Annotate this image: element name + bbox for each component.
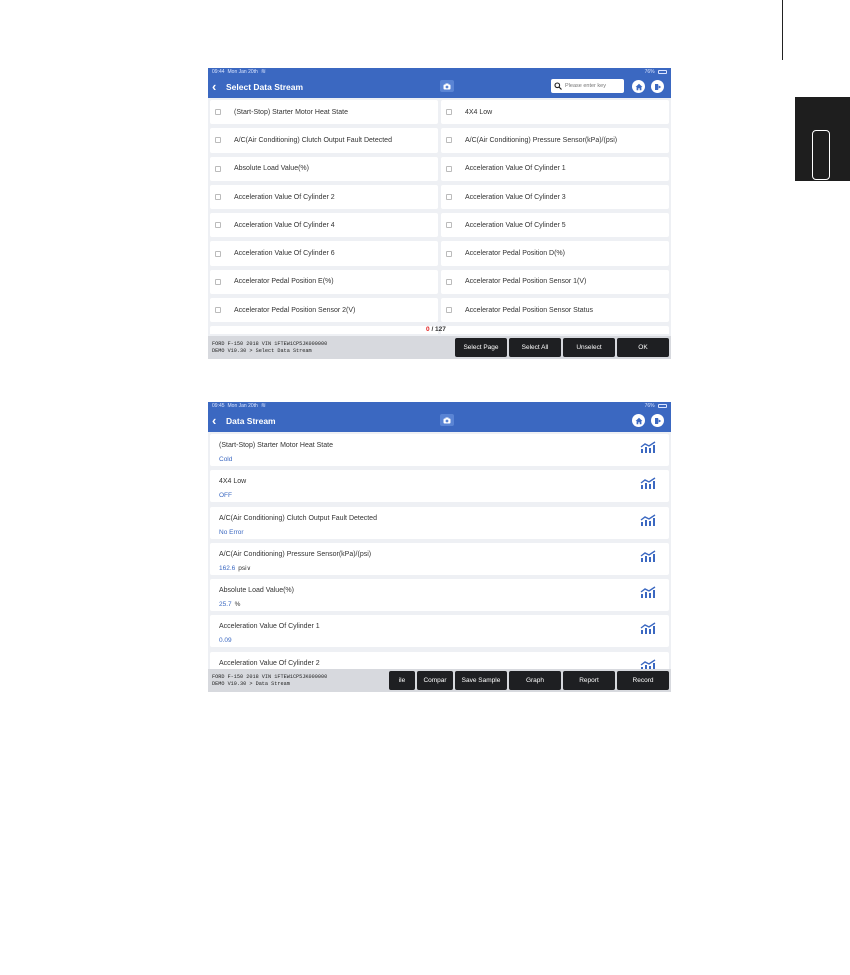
option-label: Accelerator Pedal Position Sensor 2(V) <box>234 306 356 314</box>
data-stream-option[interactable] <box>210 241 438 265</box>
graph-icon[interactable] <box>640 586 656 598</box>
bottom-bar <box>208 669 671 692</box>
graph-icon[interactable] <box>640 659 656 669</box>
row-value: 25.7 <box>219 601 232 609</box>
screenshot-button[interactable] <box>440 414 454 426</box>
checkbox[interactable] <box>446 251 452 257</box>
row-name: A/C(Air Conditioning) Clutch Output Fault Detected <box>219 514 377 522</box>
wifi-icon: ≋ <box>260 69 266 75</box>
chevron-down-icon: ∨ <box>246 565 251 572</box>
option-label: Accelerator Pedal Position D(%) <box>465 250 565 258</box>
row-name: (Start-Stop) Starter Motor Heat State <box>219 442 333 449</box>
page-title: Data Stream <box>226 416 276 426</box>
action-buttons <box>389 671 669 690</box>
option-label: Acceleration Value Of Cylinder 2 <box>234 193 335 201</box>
data-stream-row[interactable] <box>210 507 669 539</box>
checkbox[interactable] <box>215 251 221 257</box>
checkbox[interactable] <box>215 222 221 228</box>
checkbox[interactable] <box>215 194 221 200</box>
exit-button[interactable] <box>651 80 664 93</box>
checkbox[interactable] <box>446 137 452 143</box>
row-value-wrap <box>219 529 247 536</box>
data-stream-option[interactable] <box>210 298 438 322</box>
data-stream-row[interactable] <box>210 543 669 575</box>
row-value: 0.09 <box>219 637 232 645</box>
data-stream-option[interactable] <box>441 241 669 265</box>
data-stream-option[interactable] <box>441 298 669 322</box>
battery-icon <box>658 404 667 408</box>
status-bar <box>208 68 671 76</box>
data-stream-option[interactable] <box>441 100 669 124</box>
select-page-button[interactable]: Select Page <box>455 338 507 357</box>
data-stream-option[interactable] <box>441 185 669 209</box>
option-label: Accelerator Pedal Position Sensor Status <box>465 306 594 314</box>
row-name: Absolute Load Value(%) <box>219 587 294 595</box>
home-button[interactable] <box>632 414 645 427</box>
data-stream-values <box>208 432 671 669</box>
checkbox[interactable] <box>446 166 452 172</box>
graph-button[interactable]: Graph <box>509 671 561 690</box>
option-label: Accelerator Pedal Position E(%) <box>234 278 334 286</box>
vehicle-line: FORD F-150 2018 VIN 1FTEW1CP5JK000000 <box>212 673 328 680</box>
option-label: Acceleration Value Of Cylinder 4 <box>234 221 335 229</box>
chapter-tab <box>795 97 850 181</box>
bottom-bar <box>208 336 671 359</box>
compare-button[interactable]: Compar <box>417 671 453 690</box>
status-bar <box>208 402 671 410</box>
title-bar <box>208 76 671 98</box>
option-label: Acceleration Value Of Cylinder 1 <box>465 165 566 173</box>
battery-icon <box>658 70 667 74</box>
data-stream-grid <box>210 100 669 334</box>
status-date: Mon Jan 20th <box>227 403 258 409</box>
data-stream-row[interactable] <box>210 579 669 611</box>
checkbox[interactable] <box>446 222 452 228</box>
checkbox[interactable] <box>215 166 221 172</box>
ok-button[interactable]: OK <box>617 338 669 357</box>
checkbox[interactable] <box>446 109 452 115</box>
graph-icon[interactable] <box>640 550 656 562</box>
page-title: Select Data Stream <box>226 82 304 92</box>
search-input[interactable] <box>565 83 623 89</box>
row-value-wrap <box>219 492 235 499</box>
option-label: (Start-Stop) Starter Motor Heat State <box>234 108 348 116</box>
vehicle-line: FORD F-150 2018 VIN 1FTEW1CP5JK000000 <box>212 340 328 347</box>
checkbox[interactable] <box>215 137 221 143</box>
chevron-left-icon[interactable]: ‹ <box>212 413 217 428</box>
chevron-left-icon[interactable]: ‹ <box>212 79 217 94</box>
row-value: OFF <box>219 492 232 500</box>
row-unit: % <box>234 601 241 609</box>
data-stream-row[interactable] <box>210 470 669 502</box>
row-name: A/C(Air Conditioning) Pressure Sensor(kPa)/(psi) <box>219 550 372 558</box>
graph-icon[interactable] <box>640 622 656 634</box>
option-label: A/C(Air Conditioning) Pressure Sensor(kPa)/(psi) <box>465 136 618 144</box>
row-name: 4X4 Low <box>219 478 247 486</box>
camera-icon <box>443 83 451 90</box>
selected-count: 0 <box>426 326 430 333</box>
battery-level: 76% <box>644 403 655 409</box>
row-value: No Error <box>219 528 244 536</box>
data-stream-option[interactable] <box>210 185 438 209</box>
option-label: Acceleration Value Of Cylinder 6 <box>234 250 335 258</box>
status-time: 09:45 <box>212 403 225 409</box>
data-stream-option[interactable] <box>441 157 669 181</box>
option-label: 4X4 Low <box>465 108 493 116</box>
row-value: 162.6 <box>219 564 236 572</box>
chapter-tab-frame <box>812 130 830 180</box>
camera-icon <box>443 417 451 424</box>
search-field[interactable] <box>551 79 624 93</box>
home-icon <box>635 417 643 425</box>
breadcrumb: DEMO V10.30 > Select Data Stream <box>212 347 312 354</box>
data-stream-option[interactable] <box>210 213 438 237</box>
checkbox[interactable] <box>215 279 221 285</box>
breadcrumb: DEMO V10.30 > Data Stream <box>212 680 290 687</box>
data-stream-row[interactable] <box>210 434 669 466</box>
exit-button[interactable] <box>651 414 664 427</box>
data-stream-option[interactable] <box>210 326 438 334</box>
graph-icon[interactable] <box>640 514 656 526</box>
action-buttons <box>455 338 669 357</box>
data-stream-list <box>208 98 671 334</box>
data-stream-option[interactable] <box>441 213 669 237</box>
file-button[interactable]: ile <box>389 671 415 690</box>
option-label: Acceleration Value Of Cylinder 5 <box>465 221 566 229</box>
checkbox[interactable] <box>446 279 452 285</box>
data-stream-option[interactable] <box>210 270 438 294</box>
exit-icon <box>654 83 662 91</box>
checkbox[interactable] <box>215 307 221 313</box>
total-count: / 127 <box>431 326 446 333</box>
graph-icon[interactable] <box>640 477 656 489</box>
status-time: 09:44 <box>212 69 225 75</box>
home-button[interactable] <box>632 80 645 93</box>
data-stream-row[interactable] <box>210 615 669 647</box>
wifi-icon: ≋ <box>260 403 266 409</box>
search-icon <box>554 82 562 90</box>
data-stream-option[interactable] <box>210 157 438 181</box>
vehicle-info <box>208 341 453 355</box>
unit-dropdown[interactable] <box>238 565 251 572</box>
report-button[interactable]: Report <box>563 671 615 690</box>
select-data-stream-screen <box>208 68 671 359</box>
row-value-wrap <box>219 637 235 644</box>
graph-icon[interactable] <box>640 441 656 453</box>
margin-line <box>782 0 783 60</box>
selection-counter <box>426 326 446 333</box>
screenshot-button[interactable] <box>440 80 454 92</box>
status-date: Mon Jan 20th <box>227 69 258 75</box>
row-value-wrap <box>219 456 235 463</box>
data-stream-option[interactable] <box>210 128 438 152</box>
row-value-wrap <box>219 601 240 608</box>
data-stream-option[interactable] <box>441 270 669 294</box>
checkbox[interactable] <box>215 109 221 115</box>
battery-level: 76% <box>644 69 655 75</box>
checkbox[interactable] <box>446 307 452 313</box>
save-sample-button[interactable]: Save Sample <box>455 671 507 690</box>
record-button[interactable]: Record <box>617 671 669 690</box>
option-label: Accelerator Pedal Position Sensor 1(V) <box>465 278 587 286</box>
data-stream-row[interactable] <box>210 652 669 669</box>
select-all-button[interactable]: Select All <box>509 338 561 357</box>
data-stream-option[interactable] <box>441 128 669 152</box>
title-bar <box>208 410 671 432</box>
data-stream-option[interactable] <box>210 100 438 124</box>
option-label: Acceleration Value Of Cylinder 3 <box>465 193 566 201</box>
row-value: Cold <box>219 456 233 463</box>
option-label: A/C(Air Conditioning) Clutch Output Fault Detected <box>234 136 392 144</box>
row-value-wrap <box>219 565 251 572</box>
exit-icon <box>654 417 662 425</box>
row-name: Acceleration Value Of Cylinder 2 <box>219 659 320 667</box>
data-stream-screen <box>208 402 671 692</box>
home-icon <box>635 83 643 91</box>
data-stream-option[interactable] <box>441 326 669 334</box>
unselect-button[interactable]: Unselect <box>563 338 615 357</box>
row-unit: psi <box>238 564 247 572</box>
row-name: Acceleration Value Of Cylinder 1 <box>219 623 320 631</box>
option-label: Absolute Load Value(%) <box>234 165 309 173</box>
checkbox[interactable] <box>446 194 452 200</box>
